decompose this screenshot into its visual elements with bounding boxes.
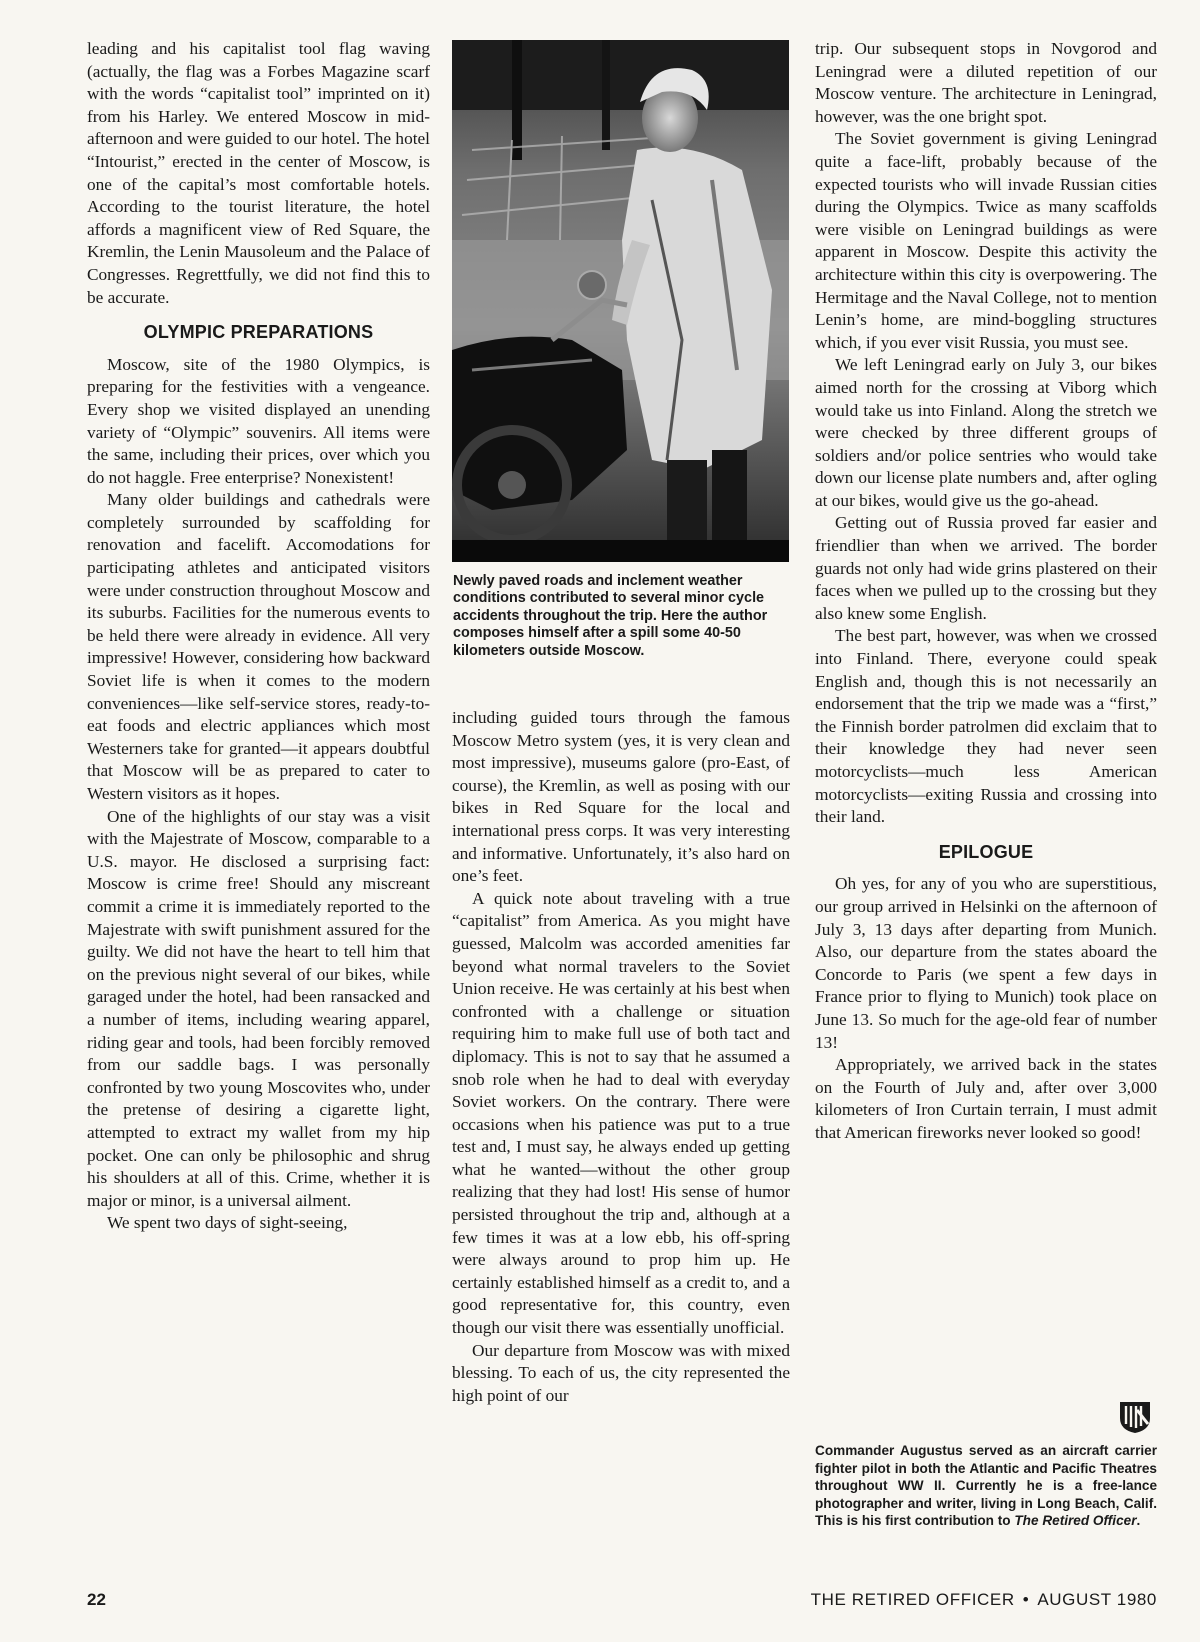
paragraph: Getting out of Russia proved far easier and friendlier than when we arrived. The border guards not only had wide grins plastered on their faces when we pulled up to the crossing but they also knew some English. (815, 513, 1157, 623)
footer-publication: THE RETIRED OFFICER (810, 1590, 1015, 1609)
paragraph: Oh yes, for any of you who are superstitious, our group arrived in Helsinki on the afternoon of July 3, 13 days after departing from Munich. Also, our departure from the states aboard the Concorde to Paris (we spent a few days in France prior to flying to Munich) took place on June 13. So much for the age-old fear of number 13! (815, 874, 1157, 1052)
section-heading-olympic-preparations: OLYMPIC PREPARATIONS (143, 322, 374, 343)
paragraph: One of the highlights of our stay was a visit with the Majestrate of Moscow, comparable to a U.S. mayor. He disclosed a surprising fact: Moscow is crime free! Should any miscreant commit a crime it is immediately reported to the Majestrate with swift punishment assured for the guilty. We did not have the heart to tell him that on the previous night several of our bikes, while garaged under the hotel, had been ransacked and a number of items, including wearing apparel, riding gear and tools, had been forcibly removed from our saddle bags. I was personally confronted by two young Moscovites who, under the pretense of desiring a cigarette light, attempted to extract my wallet from my hip pocket. One can only be philosophic and shrug his shoulders at all of this. Crime, whether it is major or minor, is a universal ailment. (87, 806, 430, 1210)
author-bio-publication: The Retired Officer (1014, 1513, 1137, 1529)
article-column-3 (815, 38, 1157, 1145)
paragraph: Moscow, site of the 1980 Olympics, is preparing for the festivities with a vengeance. Every shop we visited displayed an unending variety of “Olympic” souvenirs. All items were the same, including their prices, over which you do not haggle. Free enterprise? Nonexistent! (87, 354, 430, 487)
paragraph: leading and his capitalist tool flag waving (actually, the flag was a Forbes Magazine scarf with the words “capitalist tool” imprinted on it) from his Harley. We entered Moscow in mid-afternoon and were guided to our hotel. The hotel “Intourist,” erected in the center of Moscow, is one of the capital’s most comfortable hotels. According to the tourist literature, the hotel affords a magnificent view of Red Square, the Kremlin, the Lenin Mausoleum and the Palace of Congresses. Regrettfully, we did not find this to be accurate. (87, 39, 430, 307)
photo-image (452, 40, 789, 562)
photo-author-with-motorcycle (452, 40, 789, 562)
paragraph: trip. Our subsequent stops in Novgorod and Leningrad were a diluted repetition of our Moscow venture. The architecture in Leningrad, however, was the one bright spot. (815, 39, 1157, 126)
footer-bullet: • (1022, 1590, 1030, 1609)
paragraph: Many older buildings and cathedrals were completely surrounded by scaffolding for renovation and facelift. Accomodations for participating athletes and anticipated visitors were under construction throughout Moscow and its suburbs. Facilities for the numerous events to be held there were already in evidence. All very impressive! However, considering how backward Soviet life is when it comes to the modern conveniences—like self-service stores, ready-to-eat foods and electric appliances which most Westerners take for granted—it appears doubtful that Moscow will be as prepared to cater to Western visitors as it hopes. (87, 490, 430, 803)
paragraph: The Soviet government is giving Leningrad quite a face-lift, probably because of the expected tourists who will invade Russian cities during the Olympics. Twice as many scaffolds were visible on Leningrad buildings as were apparent in Moscow. Despite this activity the architecture within this city is overpowering. The Hermitage and the Naval College, not to mention Lenin’s home, are mind-boggling structures which, if you ever visit Russia, you must see. (815, 129, 1157, 352)
paragraph: The best part, however, was when we crossed into Finland. There, everyone could speak English and, though this is not necessarily an endorsement that the trip we made was a “first,” the Finnish border patrolmen did exclaim that to their knowledge they had never seen motorcyclists—much less American motorcyclists—exiting Russia and crossing into their land. (815, 626, 1157, 827)
footer-date: AUGUST 1980 (1037, 1590, 1157, 1609)
running-footer (811, 1590, 1157, 1610)
end-mark-icon (1117, 1398, 1153, 1434)
paragraph: Appropriately, we arrived back in the states on the Fourth of July and, after over 3,000 kilometers of Iron Curtain terrain, I must admit that American fireworks never looked so good! (815, 1055, 1157, 1142)
section-heading-epilogue: EPILOGUE (938, 841, 1034, 862)
paragraph: We spent two days of sight-seeing, (107, 1213, 348, 1233)
author-bio-end: . (1136, 1513, 1141, 1529)
author-bio-text: Commander Augustus served as an aircraft carrier fighter pilot in both the Atlantic and Pacific Theatres throughout WW II. Currently he is a free-lance photographer and writer, living in Long Beach, Calif. This is his first contribution to (815, 1443, 1157, 1529)
author-bio (815, 1442, 1157, 1530)
paragraph: including guided tours through the famous Moscow Metro system (yes, it is very clean and most impressive), museums galore (pro-East, of course), the Kremlin, as well as posing with our bikes in Red Square for the local and international press corps. It was very interesting and informative. Unfortunately, it’s also hard on one’s feet. (452, 708, 790, 886)
article-column-2 (452, 707, 790, 1407)
article-column-1 (87, 38, 430, 1235)
paragraph: A quick note about traveling with a true “capitalist” from America. As you might have guessed, Malcolm was accorded amenities far beyond what normal travelers to the Soviet Union receive. He was certainly at his best when confronted with a challenge or situation requiring him to make full use of both tact and diplomacy. This is not to say that he assumed a snob role when he had to deal with everyday Soviet workers. On the contrary. There were occasions when his patience was put to a true test and, I must say, he always ended up getting what he wanted—without the other group realizing that they had lost! His sense of humor persisted throughout the trip and, although at a few times it was at a low ebb, his off-spring were always around to prop him up. He certainly established himself as a credit to, and a good representative for, this country, even though our visit there was essentially unofficial. (452, 888, 790, 1338)
paragraph: Our departure from Moscow was with mixed blessing. To each of us, the city represented the high point of our (452, 1340, 790, 1405)
photo-caption: Newly paved roads and inclement weather conditions contributed to several minor cycle accidents throughout the trip. Here the author composes himself after a spill some 40-50 kilometers outside Moscow. (453, 573, 768, 659)
page-number: 22 (87, 1590, 106, 1609)
paragraph: We left Leningrad early on July 3, our bikes aimed north for the crossing at Viborg which would take us into Finland. Along the stretch we were checked by three different groups of soldiers and/or police sentries who would take down our license plate numbers and, after ogling at our bikes, would give us the go-ahead. (815, 355, 1157, 510)
